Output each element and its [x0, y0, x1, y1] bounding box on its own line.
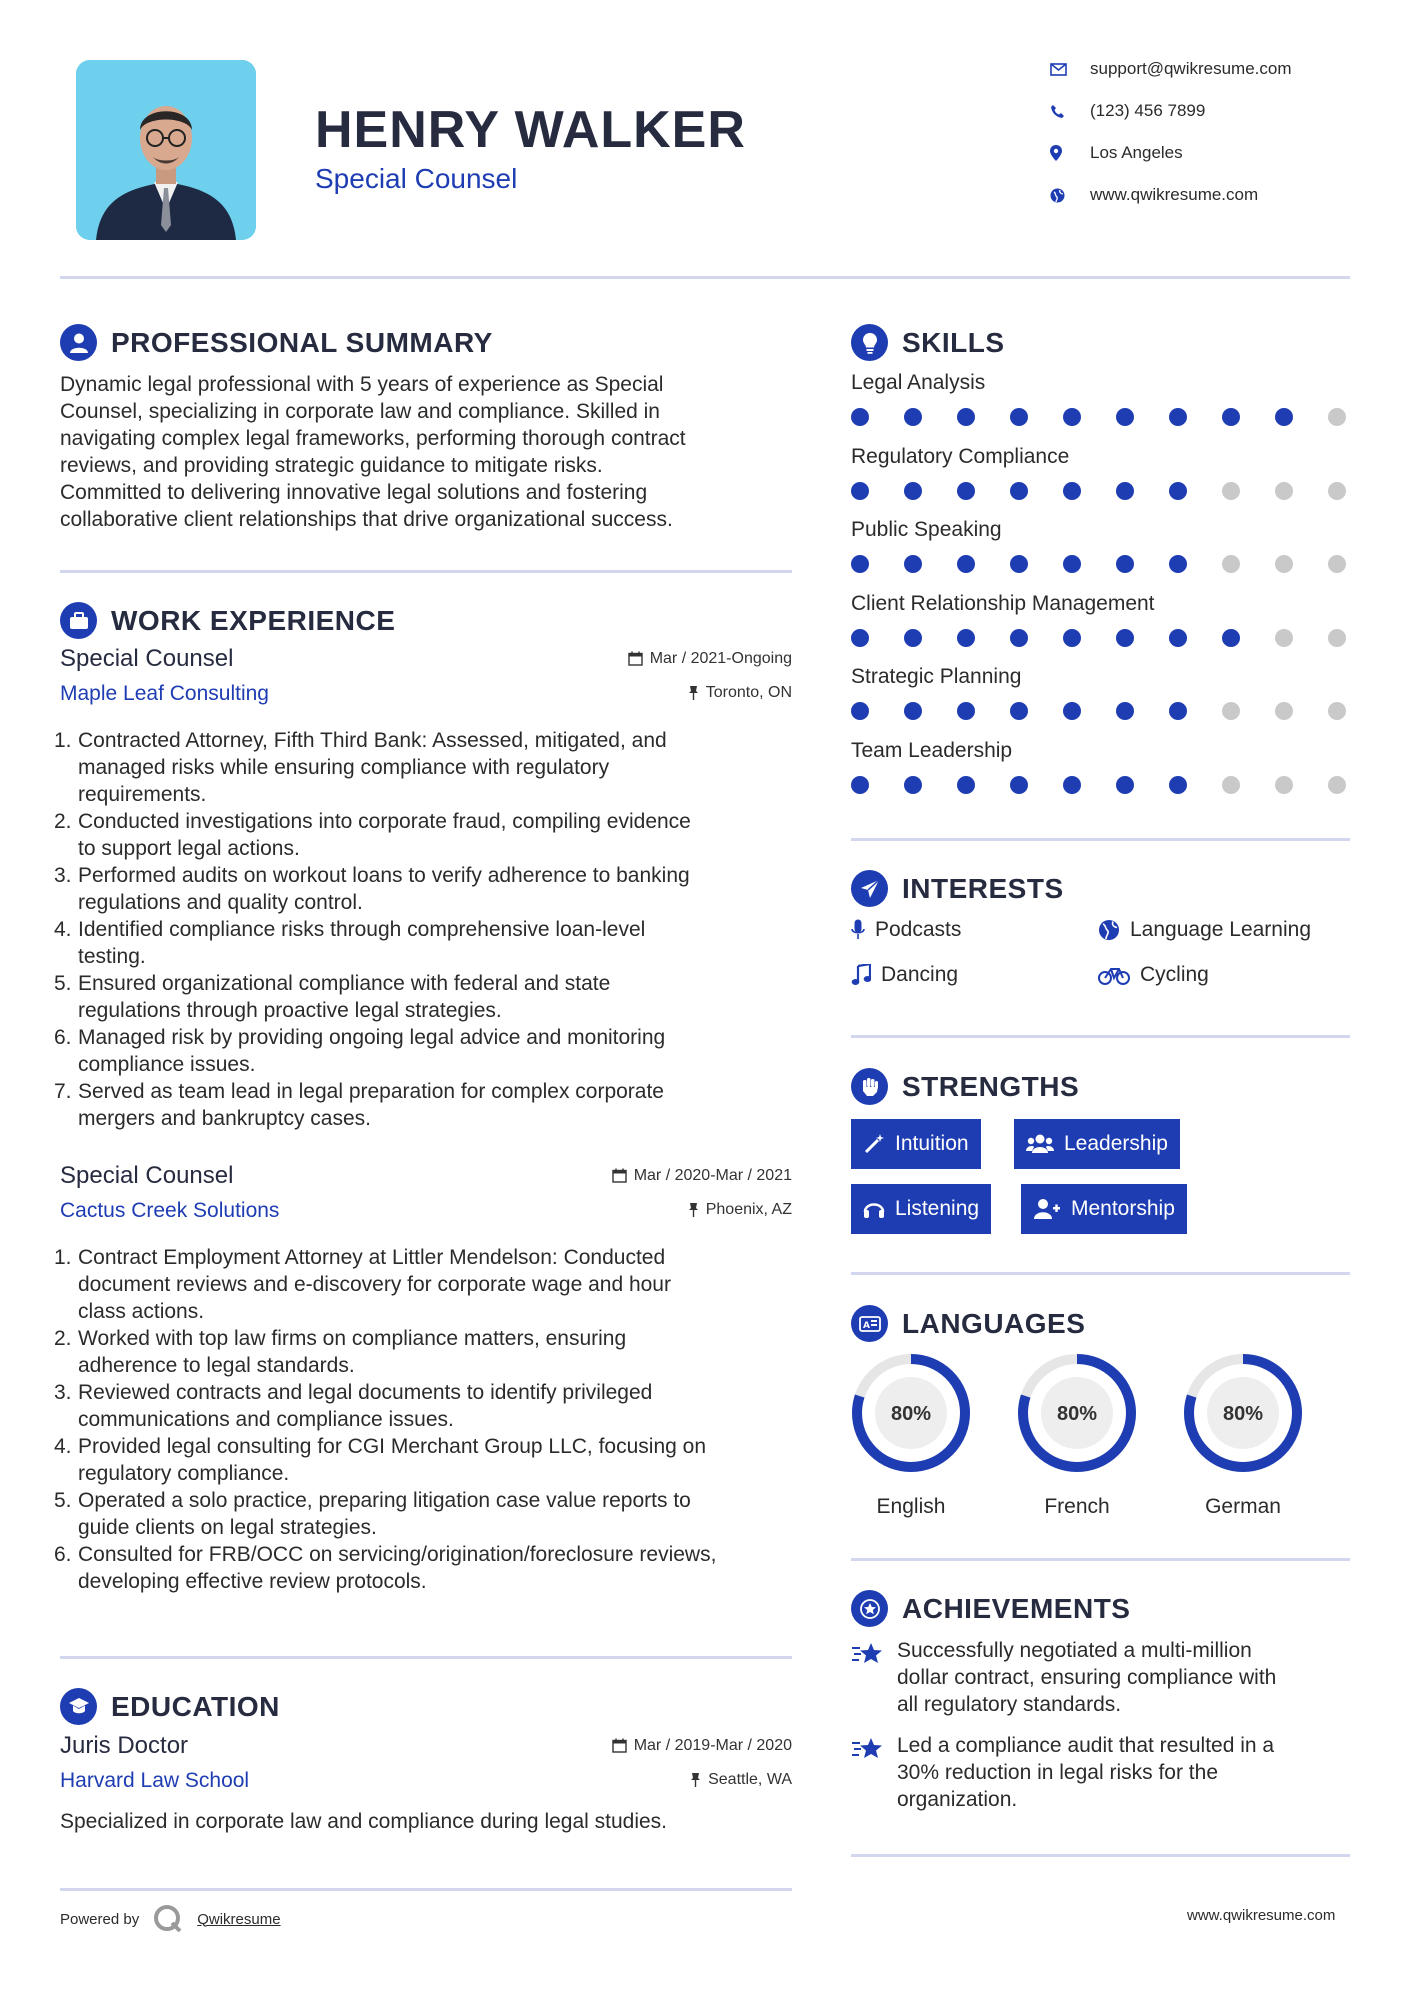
language-progress-ring — [850, 1352, 972, 1474]
rating-dot-filled — [1116, 482, 1134, 500]
rating-dot-filled — [1010, 629, 1028, 647]
list-item — [54, 916, 792, 970]
fist-icon — [851, 1068, 888, 1105]
rating-dot-filled — [1116, 776, 1134, 794]
summary-line: navigating complex legal frameworks, performing thorough contract — [60, 427, 686, 450]
language-name: German — [1205, 1495, 1281, 1518]
interests-heading — [851, 870, 1064, 907]
language-item — [1182, 1352, 1304, 1519]
calendar-icon — [628, 651, 643, 666]
strength-label: Leadership — [1064, 1132, 1168, 1155]
language-progress-ring — [1016, 1352, 1138, 1474]
rating-dot-filled — [904, 482, 922, 500]
paper-plane-icon — [851, 870, 888, 907]
job-dates — [612, 1167, 792, 1185]
list-item — [54, 1024, 792, 1078]
experience-title: WORK EXPERIENCE — [111, 604, 396, 636]
rating-dot-empty — [1328, 408, 1346, 426]
rating-dot-empty — [1222, 702, 1240, 720]
person-portrait — [76, 60, 256, 240]
rating-dot-empty — [1275, 555, 1293, 573]
email-text: support@qwikresume.com — [1090, 59, 1292, 78]
rating-dot-filled — [957, 776, 975, 794]
list-item — [54, 1078, 792, 1132]
interest-label: Cycling — [1140, 963, 1209, 986]
rating-dot-empty — [1328, 629, 1346, 647]
list-line: developing effective review protocols. — [78, 1570, 427, 1593]
skill-rating — [851, 555, 1346, 573]
user-icon — [60, 324, 97, 361]
phone-icon — [1050, 104, 1090, 119]
rating-dot-filled — [1010, 482, 1028, 500]
shooting-star-icon — [851, 1734, 885, 1762]
list-line: Ensured organizational compliance with federal and state — [78, 972, 611, 995]
job-location-text: Toronto, ON — [705, 684, 792, 701]
interest-item — [851, 918, 961, 942]
list-line: Served as team lead in legal preparation for complex corporate — [78, 1080, 664, 1103]
strengths-heading — [851, 1068, 1079, 1105]
job-dates-text: Mar / 2021-Ongoing — [649, 649, 792, 667]
education-location — [690, 1771, 792, 1789]
list-line: regulatory compliance. — [78, 1462, 290, 1485]
list-line: document reviews and e-discovery for corporate wage and hour — [78, 1273, 671, 1296]
list-number: 6. — [54, 1543, 72, 1566]
summary-line: Dynamic legal professional with 5 years of experience as Special — [60, 373, 664, 396]
rating-dot-filled — [1222, 629, 1240, 647]
rating-dot-filled — [1010, 408, 1028, 426]
achievement-line: 30% reduction in legal risks for the — [897, 1761, 1218, 1784]
skill-name: Regulatory Compliance — [851, 445, 1070, 468]
achievement-line: all regulatory standards. — [897, 1693, 1122, 1716]
rating-dot-empty — [1275, 702, 1293, 720]
list-line: Performed audits on workout loans to verify adherence to banking — [78, 864, 690, 887]
globe-icon — [1050, 188, 1090, 203]
rating-dot-filled — [957, 629, 975, 647]
list-line: Contracted Attorney, Fifth Third Bank: Assessed, mitigated, and — [78, 729, 667, 752]
job-location — [688, 684, 792, 702]
list-number: 2. — [54, 810, 72, 833]
rating-dot-filled — [1116, 702, 1134, 720]
job-title: Special Counsel — [60, 645, 234, 672]
list-number: 4. — [54, 1435, 72, 1458]
rating-dot-filled — [957, 408, 975, 426]
rating-dot-filled — [1169, 482, 1187, 500]
rating-dot-filled — [957, 702, 975, 720]
list-line: Consulted for FRB/OCC on servicing/origination/foreclosure reviews, — [78, 1543, 717, 1566]
summary-line: reviews, and providing strategic guidance to mitigate risks. — [60, 454, 603, 477]
language-name: French — [1044, 1495, 1110, 1518]
interest-item — [1098, 918, 1311, 942]
education-dates — [612, 1737, 792, 1755]
language-progress-ring — [1182, 1352, 1304, 1474]
list-number: 3. — [54, 864, 72, 887]
list-line: communications and compliance issues. — [78, 1408, 454, 1431]
footer-website-link[interactable]: www.qwikresume.com — [1187, 1907, 1336, 1924]
summary-heading — [60, 324, 493, 361]
rating-dot-filled — [1010, 555, 1028, 573]
section-divider — [851, 1035, 1350, 1038]
pushpin-icon — [688, 686, 699, 700]
list-item — [54, 1541, 792, 1595]
rating-dot-filled — [1169, 555, 1187, 573]
list-line: Conducted investigations into corporate fraud, compiling evidence — [78, 810, 691, 833]
list-number: 2. — [54, 1327, 72, 1350]
section-divider — [851, 1854, 1350, 1857]
list-item — [54, 1433, 792, 1487]
rating-dot-filled — [1063, 629, 1081, 647]
list-line: mergers and bankruptcy cases. — [78, 1107, 371, 1130]
job-title: Special Counsel — [60, 1162, 234, 1189]
achievement-line: Led a compliance audit that resulted in a — [897, 1734, 1275, 1757]
rating-dot-empty — [1328, 482, 1346, 500]
job-company: Maple Leaf Consulting — [60, 682, 269, 705]
list-line: testing. — [78, 945, 146, 968]
list-line: regulations and quality control. — [78, 891, 363, 914]
achievements-heading — [851, 1590, 1130, 1627]
rating-dot-empty — [1328, 776, 1346, 794]
strength-tag — [1014, 1119, 1180, 1169]
job-location-text: Phoenix, AZ — [705, 1201, 792, 1218]
list-line: regulations through proactive legal strategies. — [78, 999, 502, 1022]
education-title: EDUCATION — [111, 1690, 280, 1722]
achievement-line: organization. — [897, 1788, 1018, 1811]
experience-heading — [60, 602, 395, 639]
bicycle-icon — [1098, 965, 1130, 985]
section-divider — [60, 1656, 792, 1659]
section-divider — [851, 838, 1350, 841]
rating-dot-filled — [1275, 408, 1293, 426]
school-name: Harvard Law School — [60, 1769, 250, 1792]
powered-by-text: Powered by — [60, 1910, 140, 1928]
list-line: to support legal actions. — [78, 837, 300, 860]
job-dates-text: Mar / 2020-Mar / 2021 — [633, 1166, 792, 1184]
rating-dot-filled — [1116, 408, 1134, 426]
rating-dot-empty — [1275, 629, 1293, 647]
strength-label: Intuition — [895, 1132, 969, 1155]
language-percent: 80% — [1222, 1403, 1264, 1425]
list-line: Provided legal consulting for CGI Merchant Group LLC, focusing on — [78, 1435, 707, 1458]
skill-name: Public Speaking — [851, 518, 1002, 541]
location-text: Los Angeles — [1090, 143, 1183, 162]
achievement-line: dollar contract, ensuring compliance with — [897, 1666, 1277, 1689]
list-item — [54, 808, 792, 862]
list-number: 1. — [54, 729, 72, 752]
rating-dot-filled — [904, 702, 922, 720]
list-number: 3. — [54, 1381, 72, 1404]
qwikresume-logo-icon — [153, 1904, 183, 1934]
rating-dot-filled — [1169, 629, 1187, 647]
rating-dot-empty — [1328, 555, 1346, 573]
rating-dot-filled — [851, 629, 869, 647]
interest-label: Dancing — [881, 963, 959, 986]
rating-dot-filled — [904, 776, 922, 794]
contact-phone[interactable] — [1050, 99, 1205, 123]
rating-dot-filled — [904, 408, 922, 426]
map-pin-icon — [1050, 145, 1090, 161]
rating-dot-filled — [1063, 482, 1081, 500]
list-item — [54, 1487, 792, 1541]
skills-title: SKILLS — [902, 326, 1005, 358]
rating-dot-empty — [1328, 702, 1346, 720]
skills-heading — [851, 324, 1005, 361]
list-number: 5. — [54, 972, 72, 995]
interest-item — [1098, 963, 1209, 987]
rating-dot-filled — [1063, 702, 1081, 720]
rating-dot-empty — [1222, 776, 1240, 794]
briefcase-icon — [60, 602, 97, 639]
pushpin-icon — [688, 1203, 699, 1217]
rating-dot-filled — [1063, 776, 1081, 794]
music-note-icon — [851, 964, 871, 986]
profile-photo — [76, 60, 256, 240]
skill-rating — [851, 629, 1346, 647]
language-percent: 80% — [890, 1403, 932, 1425]
language-item — [1016, 1352, 1138, 1519]
language-percent: 80% — [1056, 1403, 1098, 1425]
list-item — [54, 862, 792, 916]
rating-dot-filled — [1063, 555, 1081, 573]
list-number: 5. — [54, 1489, 72, 1512]
skill-name: Client Relationship Management — [851, 592, 1155, 615]
contact-location — [1050, 141, 1183, 165]
website-text: www.qwikresume.com — [1090, 185, 1259, 204]
rating-dot-filled — [1116, 629, 1134, 647]
achievement-item — [851, 1732, 1351, 1813]
achievement-line: Successfully negotiated a multi-million — [897, 1639, 1252, 1662]
rating-dot-filled — [904, 555, 922, 573]
rating-dot-filled — [904, 629, 922, 647]
shooting-star-icon — [851, 1639, 885, 1667]
magic-wand-icon — [863, 1133, 885, 1155]
rating-dot-empty — [1275, 482, 1293, 500]
job-entry — [54, 1162, 792, 1595]
list-item — [54, 727, 792, 808]
phone-text: (123) 456 7899 — [1090, 101, 1206, 120]
strength-tag — [1021, 1184, 1187, 1234]
list-item — [54, 1244, 792, 1325]
list-number: 6. — [54, 1026, 72, 1049]
section-divider — [60, 570, 792, 573]
rating-dot-filled — [851, 702, 869, 720]
rating-dot-filled — [1010, 702, 1028, 720]
lightbulb-icon — [851, 324, 888, 361]
languages-heading — [851, 1305, 1085, 1342]
calendar-icon — [612, 1738, 627, 1753]
strength-label: Mentorship — [1071, 1197, 1175, 1220]
rating-dot-filled — [1169, 702, 1187, 720]
rating-dot-filled — [957, 482, 975, 500]
section-divider — [851, 1558, 1350, 1561]
qwikresume-link[interactable]: Qwikresume — [197, 1910, 281, 1928]
summary-line: collaborative client relationships that drive organizational success. — [60, 508, 673, 531]
summary-line: Counsel, specializing in corporate law and compliance. Skilled in — [60, 400, 660, 423]
candidate-title: Special Counsel — [315, 163, 518, 194]
job-dates — [628, 650, 792, 668]
contact-email[interactable] — [1050, 57, 1292, 81]
skill-rating — [851, 776, 1346, 794]
list-line: Reviewed contracts and legal documents to identify privileged — [78, 1381, 653, 1404]
education-entry — [60, 1732, 792, 1835]
rating-dot-filled — [851, 482, 869, 500]
envelope-icon — [1050, 63, 1090, 76]
education-location-text: Seattle, WA — [708, 1771, 792, 1788]
header-divider — [60, 276, 1350, 279]
list-item — [54, 1325, 792, 1379]
rating-dot-filled — [1169, 408, 1187, 426]
job-bullets — [54, 727, 792, 1132]
rating-dot-empty — [1222, 555, 1240, 573]
list-line: compliance issues. — [78, 1053, 256, 1076]
job-company: Cactus Creek Solutions — [60, 1199, 280, 1222]
skill-name: Team Leadership — [851, 739, 1013, 762]
pushpin-icon — [690, 1773, 701, 1787]
skill-rating — [851, 408, 1346, 426]
contact-website[interactable] — [1050, 183, 1258, 207]
job-entry — [54, 645, 792, 1132]
rating-dot-filled — [851, 555, 869, 573]
education-heading — [60, 1688, 280, 1725]
section-divider — [60, 1888, 792, 1891]
footer-powered-by — [60, 1904, 281, 1934]
graduate-icon — [60, 1688, 97, 1725]
list-item — [54, 1379, 792, 1433]
star-badge-icon — [851, 1590, 888, 1627]
interests-title: INTERESTS — [902, 872, 1064, 904]
rating-dot-filled — [1222, 408, 1240, 426]
achievements-title: ACHIEVEMENTS — [902, 1592, 1131, 1624]
languages-title: LANGUAGES — [902, 1307, 1086, 1339]
list-line: class actions. — [78, 1300, 205, 1323]
rating-dot-empty — [1222, 482, 1240, 500]
interest-label: Language Learning — [1130, 918, 1312, 941]
skill-rating — [851, 702, 1346, 720]
achievement-item — [851, 1637, 1351, 1718]
education-dates-text: Mar / 2019-Mar / 2020 — [633, 1736, 792, 1754]
list-number: 1. — [54, 1246, 72, 1269]
summary-text — [60, 371, 800, 533]
job-location — [688, 1201, 792, 1219]
list-line: Operated a solo practice, preparing litigation case value reports to — [78, 1489, 691, 1512]
skill-rating — [851, 482, 1346, 500]
strength-tag — [851, 1119, 981, 1169]
rating-dot-filled — [957, 555, 975, 573]
rating-dot-filled — [1063, 408, 1081, 426]
list-line: requirements. — [78, 783, 207, 806]
strength-tag — [851, 1184, 991, 1234]
strength-label: Listening — [895, 1197, 980, 1220]
rating-dot-filled — [1116, 555, 1134, 573]
interest-item — [851, 963, 958, 987]
section-divider — [851, 1272, 1350, 1275]
calendar-icon — [612, 1168, 627, 1183]
list-line: Identified compliance risks through comprehensive loan-level — [78, 918, 646, 941]
svg-text:A: A — [862, 1320, 870, 1331]
summary-line: Committed to delivering innovative legal solutions and fostering — [60, 481, 648, 504]
headphones-icon — [863, 1198, 885, 1220]
candidate-name: HENRY WALKER — [315, 101, 746, 159]
list-line: managed risks while ensuring compliance with regulatory — [78, 756, 610, 779]
job-bullets — [54, 1244, 792, 1595]
rating-dot-filled — [851, 776, 869, 794]
interest-label: Podcasts — [875, 918, 962, 941]
strengths-title: STRENGTHS — [902, 1070, 1080, 1102]
language-item — [850, 1352, 972, 1519]
list-number: 7. — [54, 1080, 72, 1103]
microphone-icon — [851, 919, 865, 941]
language-icon — [851, 1305, 888, 1342]
list-number: 4. — [54, 918, 72, 941]
language-name: English — [876, 1495, 946, 1518]
summary-title: PROFESSIONAL SUMMARY — [111, 326, 493, 358]
list-line: Worked with top law firms on compliance matters, ensuring — [78, 1327, 627, 1350]
rating-dot-filled — [1010, 776, 1028, 794]
globe-icon — [1098, 919, 1120, 941]
list-line: Managed risk by providing ongoing legal advice and monitoring — [78, 1026, 666, 1049]
rating-dot-filled — [1169, 776, 1187, 794]
user-plus-icon — [1033, 1198, 1061, 1220]
list-line: Contract Employment Attorney at Littler Mendelson: Conducted — [78, 1246, 666, 1269]
users-icon — [1026, 1133, 1054, 1155]
rating-dot-empty — [1275, 776, 1293, 794]
education-description: Specialized in corporate law and compliance during legal studies. — [60, 1810, 668, 1833]
list-line: guide clients on legal strategies. — [78, 1516, 377, 1539]
list-item — [54, 970, 792, 1024]
skill-name: Strategic Planning — [851, 665, 1022, 688]
skill-name: Legal Analysis — [851, 371, 986, 394]
rating-dot-filled — [851, 408, 869, 426]
list-line: adherence to legal standards. — [78, 1354, 355, 1377]
degree-title: Juris Doctor — [60, 1732, 189, 1759]
